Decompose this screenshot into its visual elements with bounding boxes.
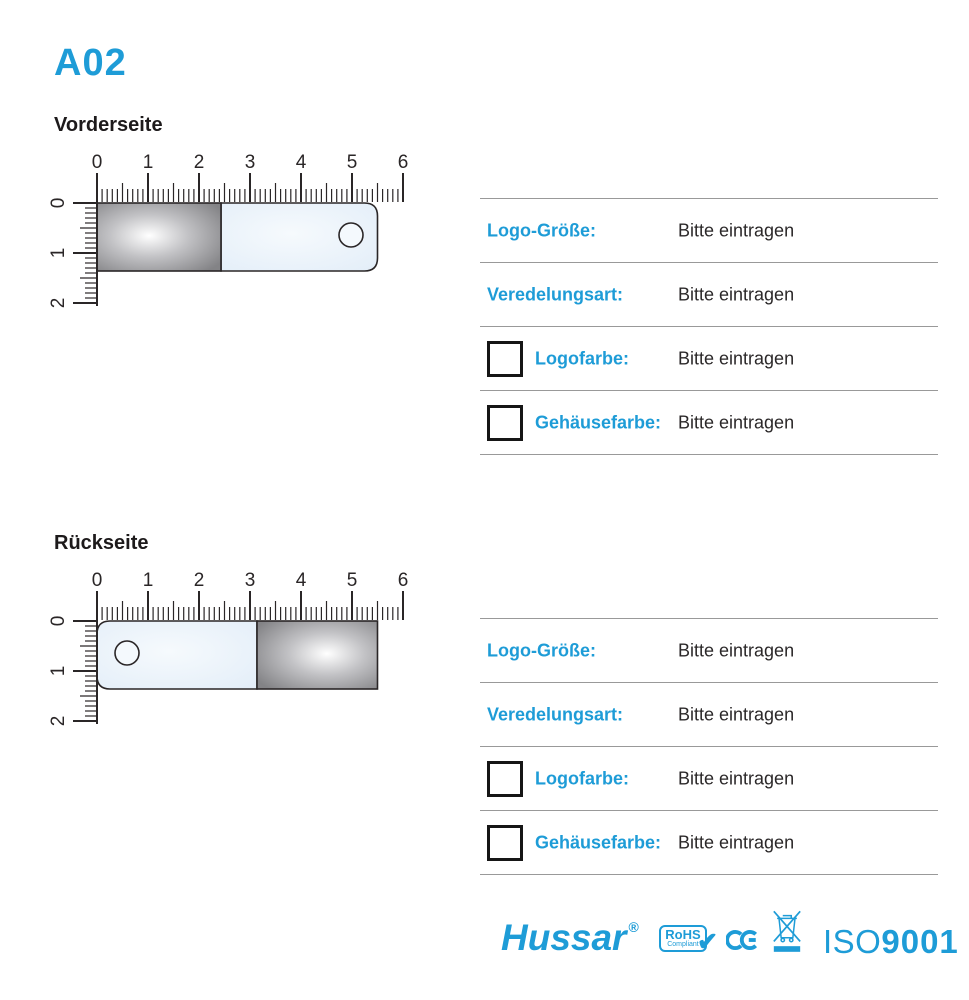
h-ruler-label: 6 — [397, 570, 409, 591]
back-row-housing-color — [480, 810, 938, 874]
finishing-value: Bitte eintragen — [678, 704, 795, 724]
rohs-compliant-label: Compliant — [667, 941, 699, 948]
front-product-diagram — [40, 145, 420, 321]
front-product — [97, 203, 378, 271]
back-section-heading: Rückseite — [54, 532, 149, 554]
back-housing-color-checkbox[interactable] — [487, 825, 523, 861]
v-ruler-label: 2 — [48, 715, 69, 727]
finishing-label: Veredelungsart: — [487, 704, 624, 724]
brand-wordmark: Hussar — [501, 917, 627, 958]
logo-color-value: Bitte eintragen — [678, 348, 795, 368]
horizontal-ruler-cm — [92, 152, 409, 202]
back-logo-color-checkbox[interactable] — [487, 761, 523, 797]
finishing-label: Veredelungsart: — [487, 284, 624, 304]
v-ruler-label: 1 — [48, 247, 69, 259]
back-spec-form — [480, 618, 938, 875]
product-cap — [257, 621, 378, 689]
brand-logo — [501, 919, 639, 956]
back-product-diagram — [40, 563, 420, 739]
iso9001-logo — [823, 925, 959, 958]
h-ruler-label: 1 — [142, 570, 154, 591]
logo-size-value: Bitte eintragen — [678, 640, 795, 660]
h-ruler-label: 2 — [193, 152, 205, 173]
ce-mark-icon — [726, 929, 760, 951]
housing-color-label: Gehäusefarbe: — [535, 412, 662, 432]
front-logo-color-checkbox[interactable] — [487, 341, 523, 377]
housing-color-value: Bitte eintragen — [678, 832, 795, 852]
h-ruler-label: 3 — [244, 152, 256, 173]
v-ruler-label: 0 — [48, 197, 69, 209]
front-housing-color-checkbox[interactable] — [487, 405, 523, 441]
h-ruler-label: 4 — [295, 152, 307, 173]
logo-color-label: Logofarbe: — [535, 768, 629, 788]
h-ruler-label: 0 — [91, 570, 103, 591]
v-ruler-label: 1 — [48, 665, 69, 677]
product-cap — [97, 203, 221, 271]
back-row-logo-color — [480, 746, 938, 810]
h-ruler-label: 6 — [397, 152, 409, 173]
front-spec-form — [480, 198, 938, 455]
weee-crossed-bin-icon — [771, 907, 803, 959]
horizontal-ruler-cm — [92, 570, 409, 620]
front-section-heading: Vorderseite — [54, 114, 163, 136]
rohs-checkmark-icon: ✔ — [697, 928, 718, 956]
front-row-logo-color — [480, 326, 938, 390]
logo-color-label: Logofarbe: — [535, 348, 629, 368]
logo-size-label: Logo-Größe: — [487, 220, 596, 240]
housing-color-value: Bitte eintragen — [678, 412, 795, 432]
iso-prefix: ISO — [823, 923, 882, 960]
h-ruler-label: 2 — [193, 570, 205, 591]
keyring-hole — [115, 641, 139, 665]
logo-size-label: Logo-Größe: — [487, 640, 596, 660]
h-ruler-label: 3 — [244, 570, 256, 591]
finishing-value: Bitte eintragen — [678, 284, 795, 304]
rohs-compliant-badge — [659, 925, 718, 956]
registered-trademark-symbol: ® — [628, 919, 639, 935]
page-title: A02 — [54, 42, 127, 84]
rohs-label: RoHS — [665, 927, 701, 942]
logo-size-value: Bitte eintragen — [678, 220, 795, 240]
housing-color-label: Gehäusefarbe: — [535, 832, 662, 852]
back-row-finishing — [480, 682, 938, 746]
vertical-ruler-cm — [48, 198, 97, 309]
iso-number: 9001 — [881, 923, 959, 960]
h-ruler-label: 5 — [346, 570, 358, 591]
front-row-logo-size — [480, 198, 938, 262]
back-row-logo-size — [480, 618, 938, 682]
front-row-housing-color — [480, 390, 938, 454]
h-ruler-label: 4 — [295, 570, 307, 591]
logo-color-value: Bitte eintragen — [678, 768, 795, 788]
keyring-hole — [339, 223, 363, 247]
v-ruler-label: 0 — [48, 615, 69, 627]
front-row-finishing — [480, 262, 938, 326]
vertical-ruler-cm — [48, 616, 97, 727]
h-ruler-label: 0 — [91, 152, 103, 173]
v-ruler-label: 2 — [48, 297, 69, 309]
h-ruler-label: 5 — [346, 152, 358, 173]
back-product — [97, 621, 378, 689]
h-ruler-label: 1 — [142, 152, 154, 173]
